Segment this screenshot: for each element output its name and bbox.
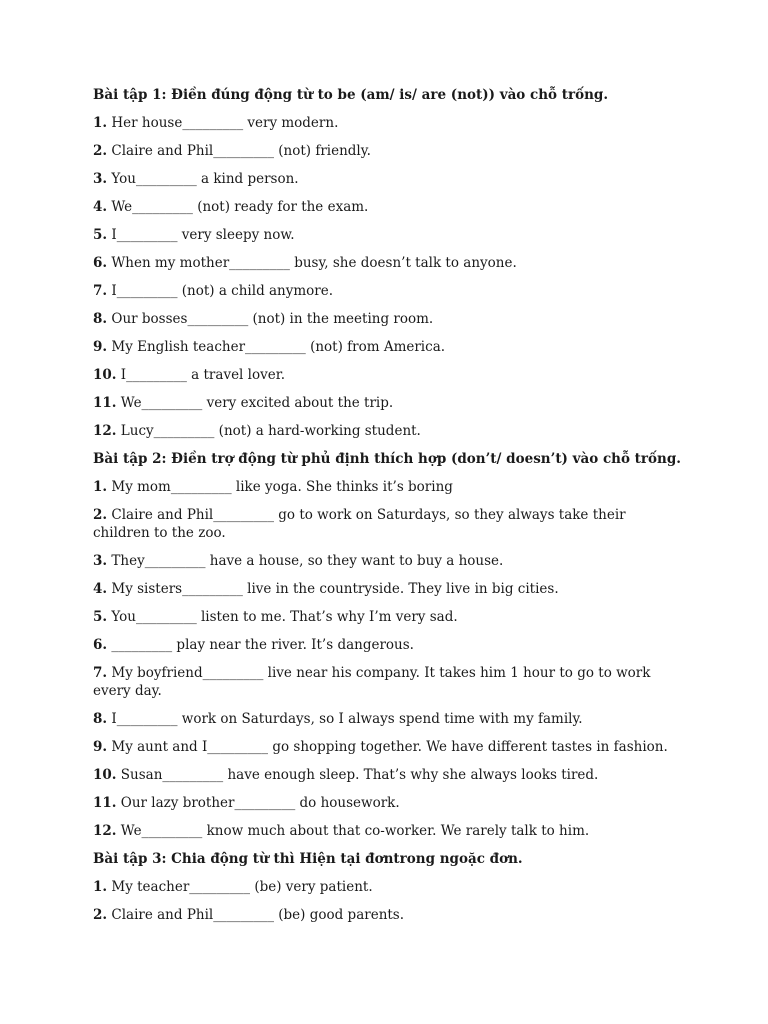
item-number: 6. bbox=[93, 255, 108, 271]
item-text: We_________ know much about that co-worker. We rarely talk to him. bbox=[120, 823, 590, 839]
item-number: 2. bbox=[93, 143, 108, 159]
exercise-2-item-5 bbox=[93, 608, 683, 626]
item-text: Susan_________ have enough sleep. That’s why she always looks tired. bbox=[120, 767, 599, 783]
exercise-2-item-6 bbox=[93, 636, 683, 654]
item-number: 11. bbox=[93, 795, 117, 811]
item-text: Claire and Phil_________ (be) good parents. bbox=[111, 907, 405, 923]
item-number: 8. bbox=[93, 311, 108, 327]
exercise-1-item-7 bbox=[93, 282, 683, 300]
item-text: Our bosses_________ (not) in the meeting room. bbox=[111, 311, 434, 327]
exercise-2-item-10 bbox=[93, 766, 683, 784]
worksheet-page bbox=[93, 86, 683, 934]
item-number: 7. bbox=[93, 283, 108, 299]
exercise-1-item-9 bbox=[93, 338, 683, 356]
item-number: 9. bbox=[93, 339, 108, 355]
exercise-1-item-2 bbox=[93, 142, 683, 160]
item-number: 2. bbox=[93, 507, 108, 523]
item-number: 1. bbox=[93, 879, 108, 895]
item-text: Lucy_________ (not) a hard-working student. bbox=[120, 423, 421, 439]
exercise-1-item-4 bbox=[93, 198, 683, 216]
exercise-1-item-10 bbox=[93, 366, 683, 384]
item-text: My English teacher_________ (not) from America. bbox=[111, 339, 446, 355]
exercise-2-item-2 bbox=[93, 506, 683, 542]
item-text: I_________ work on Saturdays, so I always spend time with my family. bbox=[111, 711, 583, 727]
item-text: Claire and Phil_________ (not) friendly. bbox=[111, 143, 371, 159]
item-text: My mom_________ like yoga. She thinks it’s boring bbox=[111, 479, 453, 495]
item-number: 6. bbox=[93, 637, 108, 653]
item-text: We_________ (not) ready for the exam. bbox=[111, 199, 369, 215]
item-number: 9. bbox=[93, 739, 108, 755]
item-text: My boyfriend_________ live near his company. It takes him 1 hour to go to work every day. bbox=[93, 665, 651, 699]
item-number: 1. bbox=[93, 115, 108, 131]
item-text: I_________ (not) a child anymore. bbox=[111, 283, 334, 299]
item-number: 5. bbox=[93, 227, 108, 243]
item-text: I_________ very sleepy now. bbox=[111, 227, 295, 243]
exercise-2-item-7 bbox=[93, 664, 683, 700]
item-number: 4. bbox=[93, 581, 108, 597]
exercise-1-item-11 bbox=[93, 394, 683, 412]
exercise-1-item-1 bbox=[93, 114, 683, 132]
item-text: Our lazy brother_________ do housework. bbox=[120, 795, 400, 811]
item-text: Claire and Phil_________ go to work on Saturdays, so they always take their children to the zoo. bbox=[93, 507, 626, 541]
item-text: You_________ a kind person. bbox=[111, 171, 299, 187]
exercise-2-item-12 bbox=[93, 822, 683, 840]
item-text: My sisters_________ live in the countryside. They live in big cities. bbox=[111, 581, 559, 597]
item-text: _________ play near the river. It’s dangerous. bbox=[111, 637, 414, 653]
exercise-2-heading: Bài tập 2: Điền trợ động từ phủ định thích hợp (don’t/ doesn’t) vào chỗ trống. bbox=[93, 451, 681, 467]
exercise-2-item-3 bbox=[93, 552, 683, 570]
item-number: 7. bbox=[93, 665, 108, 681]
item-number: 1. bbox=[93, 479, 108, 495]
item-number: 11. bbox=[93, 395, 117, 411]
item-number: 3. bbox=[93, 171, 108, 187]
item-text: I_________ a travel lover. bbox=[120, 367, 285, 383]
exercise-1 bbox=[93, 86, 683, 440]
exercise-3-item-1 bbox=[93, 878, 683, 896]
exercise-2 bbox=[93, 450, 683, 840]
item-number: 4. bbox=[93, 199, 108, 215]
item-text: We_________ very excited about the trip. bbox=[120, 395, 394, 411]
exercise-1-heading: Bài tập 1: Điền đúng động từ to be (am/ is/ are (not)) vào chỗ trống. bbox=[93, 87, 609, 103]
item-text: They_________ have a house, so they want to buy a house. bbox=[111, 553, 504, 569]
exercise-3-heading: Bài tập 3: Chia động từ thì Hiện tại đơntrong ngoặc đơn. bbox=[93, 851, 523, 867]
item-text: When my mother_________ busy, she doesn’t talk to anyone. bbox=[111, 255, 517, 271]
item-number: 10. bbox=[93, 767, 117, 783]
item-text: Her house_________ very modern. bbox=[111, 115, 339, 131]
item-text: My teacher_________ (be) very patient. bbox=[111, 879, 373, 895]
exercise-3-item-2 bbox=[93, 906, 683, 924]
exercise-2-item-9 bbox=[93, 738, 683, 756]
item-number: 2. bbox=[93, 907, 108, 923]
exercise-2-item-8 bbox=[93, 710, 683, 728]
item-text: You_________ listen to me. That’s why I’m very sad. bbox=[111, 609, 458, 625]
exercise-1-item-6 bbox=[93, 254, 683, 272]
exercise-1-item-3 bbox=[93, 170, 683, 188]
item-number: 3. bbox=[93, 553, 108, 569]
item-number: 12. bbox=[93, 423, 117, 439]
exercise-2-item-11 bbox=[93, 794, 683, 812]
exercise-1-item-5 bbox=[93, 226, 683, 244]
item-number: 8. bbox=[93, 711, 108, 727]
exercise-1-item-12 bbox=[93, 422, 683, 440]
item-number: 10. bbox=[93, 367, 117, 383]
item-text: My aunt and I_________ go shopping together. We have different tastes in fashion. bbox=[111, 739, 668, 755]
item-number: 5. bbox=[93, 609, 108, 625]
exercise-2-item-1 bbox=[93, 478, 683, 496]
exercise-1-item-8 bbox=[93, 310, 683, 328]
exercise-2-item-4 bbox=[93, 580, 683, 598]
item-number: 12. bbox=[93, 823, 117, 839]
exercise-3 bbox=[93, 850, 683, 924]
